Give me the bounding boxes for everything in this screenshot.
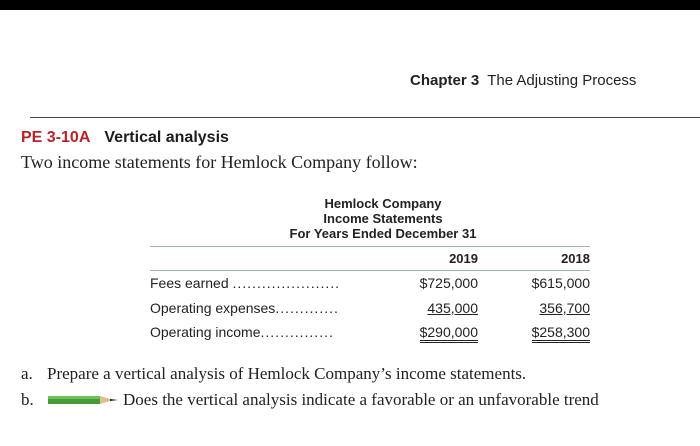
- company-name: Hemlock Company: [324, 196, 442, 211]
- cell-expenses-2019: [400, 300, 478, 316]
- leader-dots: .............: [275, 300, 339, 316]
- top-black-bar: [0, 0, 700, 10]
- question-b-text: Does the vertical analysis indicate a favorable or an unfavorable trend: [123, 390, 599, 409]
- statement-period: For Years Ended December 31: [289, 226, 477, 241]
- row-label-text: Operating expenses: [150, 300, 276, 316]
- cell-fees-2018: $615,000: [531, 275, 590, 291]
- cell-income-2018: [510, 324, 590, 340]
- value-2018: 356,700: [539, 300, 590, 316]
- question-text: Prepare a vertical analysis of Hemlock Company’s income statements.: [47, 364, 527, 383]
- question-a: [21, 364, 526, 384]
- chapter-number: Chapter 3: [410, 72, 480, 89]
- cell-fees-2019: $725,000: [419, 275, 478, 291]
- leader-dots: ......................: [232, 275, 341, 291]
- header-divider: [30, 117, 700, 118]
- cell-income-2019: [400, 324, 478, 340]
- question-b-letter: b.: [21, 390, 34, 409]
- cell-expenses-2018: [510, 300, 590, 316]
- exercise-title: [21, 129, 229, 147]
- exercise-intro: Two income statements for Hemlock Company follow:: [21, 152, 418, 172]
- leader-dots: ...............: [260, 324, 334, 340]
- statement-heading: [233, 196, 533, 241]
- row-label-operating-income: [150, 324, 380, 340]
- year-header-2018: 2018: [561, 251, 590, 266]
- value-2019: $290,000: [420, 324, 478, 343]
- value-2018: $258,300: [532, 324, 590, 343]
- table-top-rule: [150, 246, 590, 247]
- row-label-text: Fees earned: [150, 275, 229, 291]
- table-header-rule: [150, 270, 590, 271]
- row-label-text: Operating income: [150, 324, 261, 340]
- chapter-header: [410, 72, 636, 89]
- row-label-operating-expenses: [150, 300, 380, 316]
- question-letter: a.: [21, 364, 33, 383]
- chapter-title: The Adjusting Process: [487, 72, 637, 89]
- row-label-fees-earned: [150, 275, 380, 291]
- pencil-icon: [48, 394, 120, 406]
- exercise-code: PE 3-10A: [21, 129, 91, 146]
- exercise-name: Vertical analysis: [104, 129, 229, 146]
- statement-title: Income Statements: [323, 211, 443, 226]
- value-2019: 435,000: [427, 300, 478, 316]
- year-header-2019: 2019: [449, 251, 478, 266]
